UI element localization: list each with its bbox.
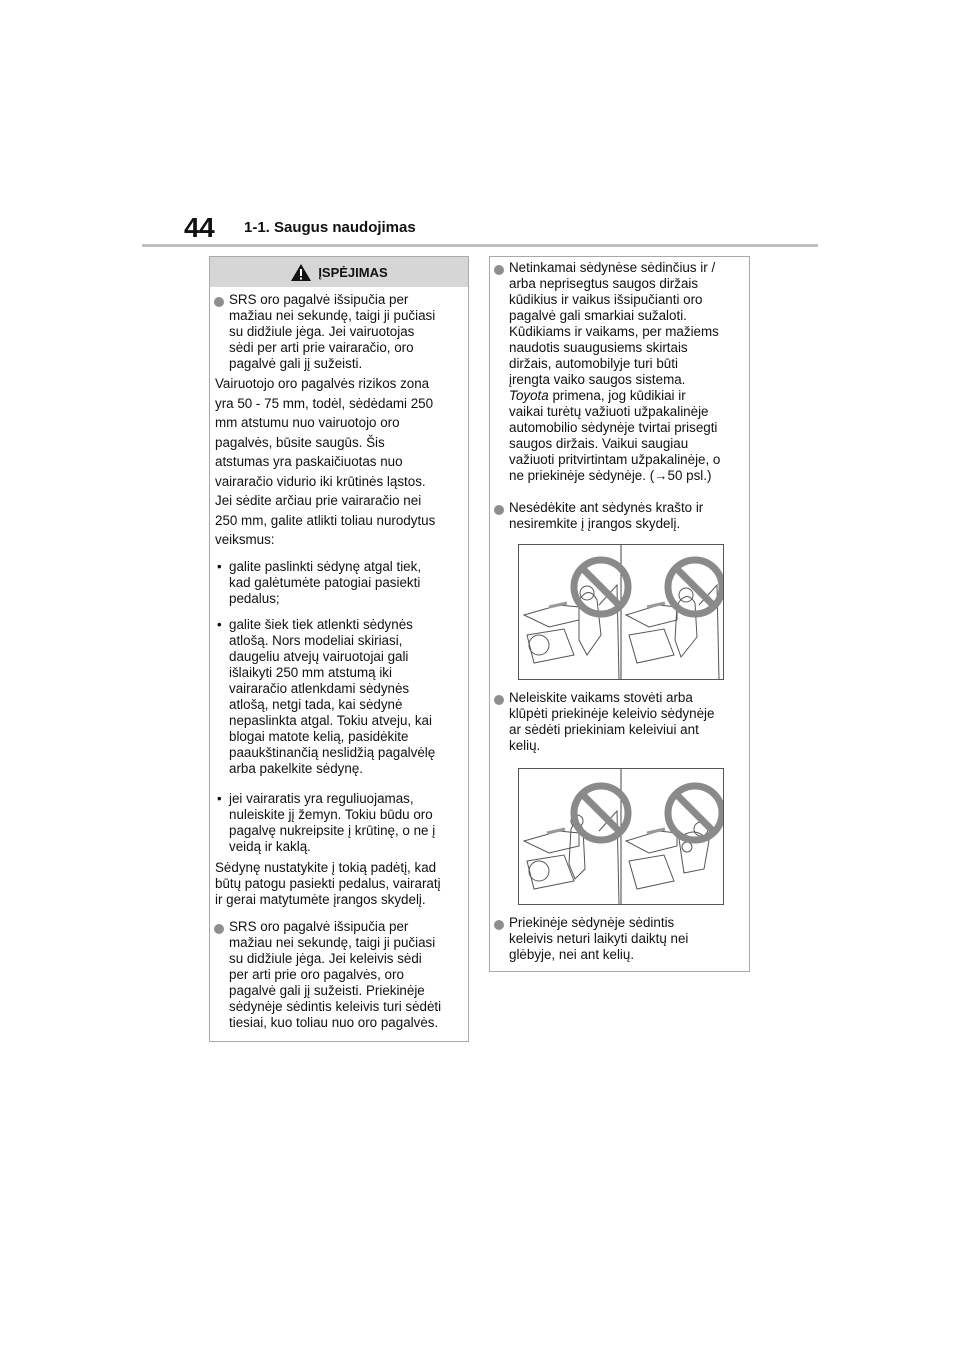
right-bullet-4: Priekinėje sėdynėje sėdintis keleivis neturi laikyti daiktų nei glėbyje, nei ant kelių. — [509, 915, 689, 962]
right-bullet-3: Neleiskite vaikams stovėti arba klūpėti priekinėje keleivio sėdynėje ar sėdėti priekiniam keleiviui ant kelių. — [509, 690, 715, 753]
header-divider — [142, 244, 818, 247]
bullet-marker — [494, 920, 504, 930]
sub-bullet-dot: • — [217, 791, 222, 806]
illustration-child-on-seat — [518, 768, 724, 905]
brand-name: Toyota — [509, 388, 549, 403]
bullet-marker — [494, 505, 504, 515]
warning-title: ĮSPĖJIMAS — [318, 264, 388, 280]
prohibited-icon — [574, 786, 628, 840]
illustration-drawing — [519, 545, 723, 679]
right-bullet-1-text-a: Netinkamai sėdynėse sėdinčius ir / arba neprisegtus saugos diržais kūdikius ir vaikus išsipučianti oro pagalvė gali smarkiai sužaloti. Kūdikiams ir vaikams, per mažiems naudotis suaugusiems skirtais diržais, automobilyje turi būti įrengta vaiko saugos sistema. — [509, 260, 719, 387]
warning-sub-item-3: jei vairaratis yra reguliuojamas, nuleiskite jį žemyn. Tokiu būdu oro pagalvę nukreipsite į krūtinę, o ne į veidą ir kaklą. — [229, 791, 436, 854]
warning-bullet-2: SRS oro pagalvė išsipučia per mažiau nei sekundę, taigi ji pučiasi su didžiule jėga. Jei keleivis sėdi per arti prie oro pagalvės, oro pagalvė gali jį sužeisti. Priekinėje sėdynėje sėdintis keleivis turi sėdėti tiesiai, kuo toliau nuo oro pagalvės. — [229, 919, 442, 1030]
bullet-marker — [494, 265, 504, 275]
illustration-drawing — [519, 769, 723, 904]
sub-bullet-dot: • — [217, 559, 222, 574]
warning-triangle-icon — [290, 263, 312, 282]
warning-paragraph-1: Vairuotojo oro pagalvės rizikos zona yra 50 - 75 mm, todėl, sėdėdami 250 mm atstumu nuo vairuotojo oro pagalvės, būsite saugūs. Šis atstumas yra paskaičiuotas nuo vairaračio vidurio iki krūtinės ląstos. Jei sėdite arčiau prie vairaračio nei 250 mm, galite atlikti toliau nurodytus veiksmus: — [215, 376, 436, 547]
warning-box-continued — [489, 256, 750, 972]
page-number: 44 — [184, 212, 215, 243]
bullet-marker — [214, 297, 224, 307]
right-bullet-1-text-b: primena, jog kūdikiai ir vaikai turėtų važiuoti užpakalinėje automobilio sėdynėje tvirtai prisegti saugos diržais. Vaikui saugiau važiuoti pritvirtintam užpakalinėje, o ne priekinėje sėdynėje. (→50 psl.) — [509, 388, 721, 483]
illustration-improper-seating — [518, 544, 724, 680]
sub-bullet-dot: • — [217, 617, 222, 632]
warning-paragraph-2: Sėdynę nustatykite į tokią padėtį, kad būtų patogu pasiekti pedalus, vairaratį ir gerai matytumėte įrangos skydelį. — [215, 860, 441, 907]
warning-header — [210, 257, 468, 287]
warning-sub-item-1: galite paslinkti sėdynę atgal tiek, kad galėtumėte patogiai pasiekti pedalus; — [229, 559, 422, 606]
bullet-marker — [494, 695, 504, 705]
right-bullet-1 — [509, 260, 720, 484]
warning-bullet-1: SRS oro pagalvė išsipučia per mažiau nei sekundę, taigi ji pučiasi su didžiule jėga. Jei vairuotojas sėdi per arti prie vairaračio, oro pagalvė gali jį sužeisti. — [229, 292, 436, 371]
bullet-marker — [214, 924, 224, 934]
section-title: 1-1. Saugus naudojimas — [244, 219, 416, 236]
warning-sub-item-2: galite šiek tiek atlenkti sėdynės atlošą. Nors modeliai skiriasi, daugeliu atvejų vairuotojai gali išlaikyti 250 mm atstumą iki vairaračio atlenkdami sėdynės atlošą, netgi tada, kai sėdynė nepaslinkta atgal. Tokiu atveju, kai blogai matote kelią, pasidėkite paaukštinančią neslidžią pagalvėlę arba pakelkite sėdynę. — [229, 617, 436, 776]
right-bullet-2: Nesėdėkite ant sėdynės krašto ir nesiremkite į įrangos skydelį. — [509, 500, 704, 531]
warning-box — [209, 256, 469, 1042]
prohibited-icon — [574, 560, 628, 614]
